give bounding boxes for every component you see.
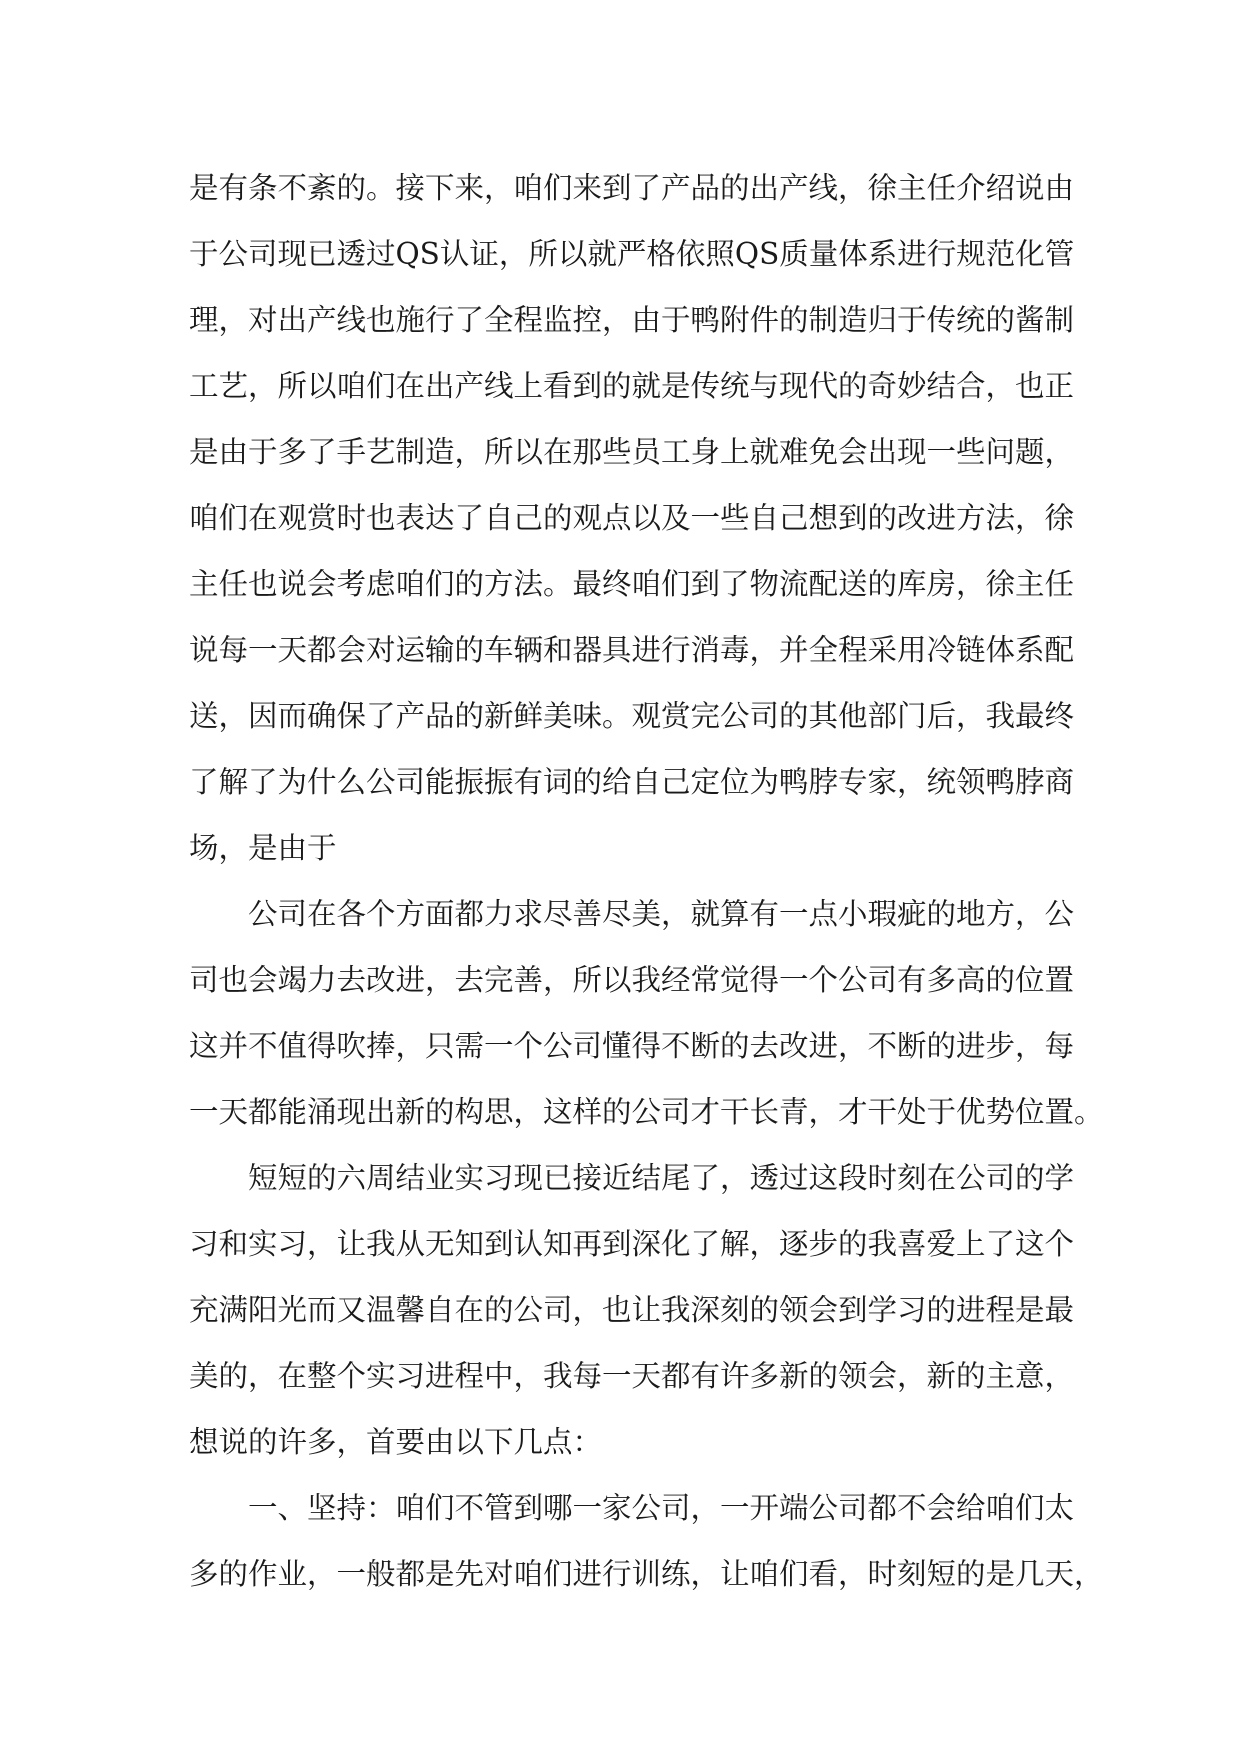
text-line: 充满阳光而又温馨自在的公司，也让我深刻的领会到学习的进程是最	[189, 1293, 1075, 1327]
text-line: 工艺，所以咱们在出产线上看到的就是传统与现代的奇妙结合，也正	[189, 369, 1075, 403]
paragraph-first-line: 一、坚持：咱们不管到哪一家公司，一开端公司都不会给咱们太	[248, 1491, 1075, 1525]
text-line: 送，因而确保了产品的新鲜美味。观赏完公司的其他部门后，我最终	[189, 699, 1075, 733]
text-line: 多的作业，一般都是先对咱们进行训练，让咱们看，时刻短的是几天，	[189, 1557, 1104, 1591]
text-line: 习和实习，让我从无知到认知再到深化了解，逐步的我喜爱上了这个	[189, 1227, 1075, 1261]
text-line: 是有条不紊的。接下来，咱们来到了产品的出产线，徐主任介绍说由	[189, 171, 1075, 205]
text-line: 司也会竭力去改进，去完善，所以我经常觉得一个公司有多高的位置	[189, 963, 1075, 997]
text-line: 了解了为什么公司能振振有词的给自己定位为鸭脖专家，统领鸭脖商	[189, 765, 1075, 799]
text-line: 理，对出产线也施行了全程监控，由于鸭附件的制造归于传统的酱制	[189, 303, 1075, 337]
paragraph-first-line: 短短的六周结业实习现已接近结尾了，透过这段时刻在公司的学	[248, 1161, 1075, 1195]
text-line: 想说的许多，首要由以下几点：	[189, 1425, 603, 1459]
text-line: 场，是由于	[189, 831, 337, 865]
text-line: 是由于多了手艺制造，所以在那些员工身上就难免会出现一些问题，	[189, 435, 1075, 469]
text-line: 一天都能涌现出新的构思，这样的公司才干长青，才干处于优势位置。	[189, 1095, 1104, 1129]
text-line: 于公司现已透过QS认证，所以就严格依照QS质量体系进行规范化管	[189, 237, 1075, 271]
text-line: 主任也说会考虑咱们的方法。最终咱们到了物流配送的库房，徐主任	[189, 567, 1075, 601]
paragraph-first-line: 公司在各个方面都力求尽善尽美，就算有一点小瑕疵的地方，公	[248, 897, 1075, 931]
text-line: 美的，在整个实习进程中，我每一天都有许多新的领会，新的主意，	[189, 1359, 1075, 1393]
text-line: 咱们在观赏时也表达了自己的观点以及一些自己想到的改进方法，徐	[189, 501, 1075, 535]
text-line: 这并不值得吹捧，只需一个公司懂得不断的去改进，不断的进步，每	[189, 1029, 1075, 1063]
body-text	[189, 155, 1104, 1607]
text-line: 说每一天都会对运输的车辆和器具进行消毒，并全程采用冷链体系配	[189, 633, 1075, 667]
